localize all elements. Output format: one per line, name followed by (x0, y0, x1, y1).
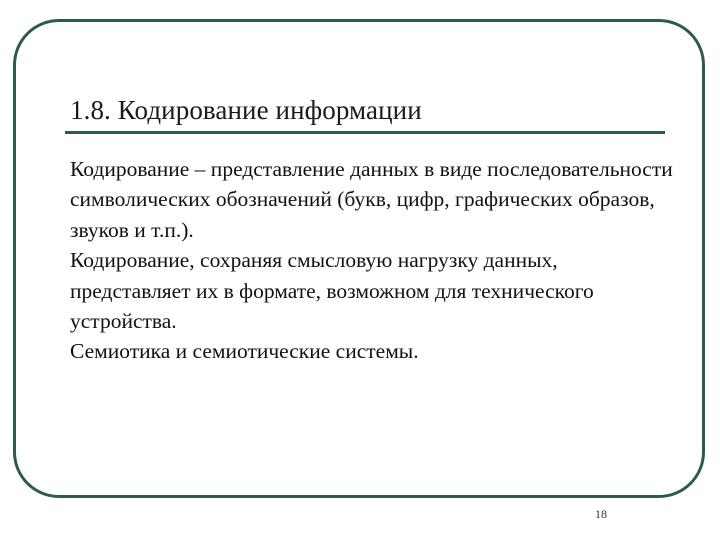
page-number: 18 (595, 507, 607, 521)
slide-title: 1.8. Кодирование информации (70, 95, 422, 125)
title-underline (65, 131, 665, 134)
paragraph-semiotics: Семиотика и семиотические системы. (70, 339, 419, 364)
paragraph-definition: Кодирование – представление данных в виде последовательности символических обозначений (букв, цифр, графических образов, звуков и т.п.). (70, 157, 673, 242)
paragraph-purpose: Кодирование, сохраняя смысловую нагрузку данных, представляет их в формате, возможном для технического устройства. (70, 248, 594, 334)
slide-body (70, 154, 680, 367)
